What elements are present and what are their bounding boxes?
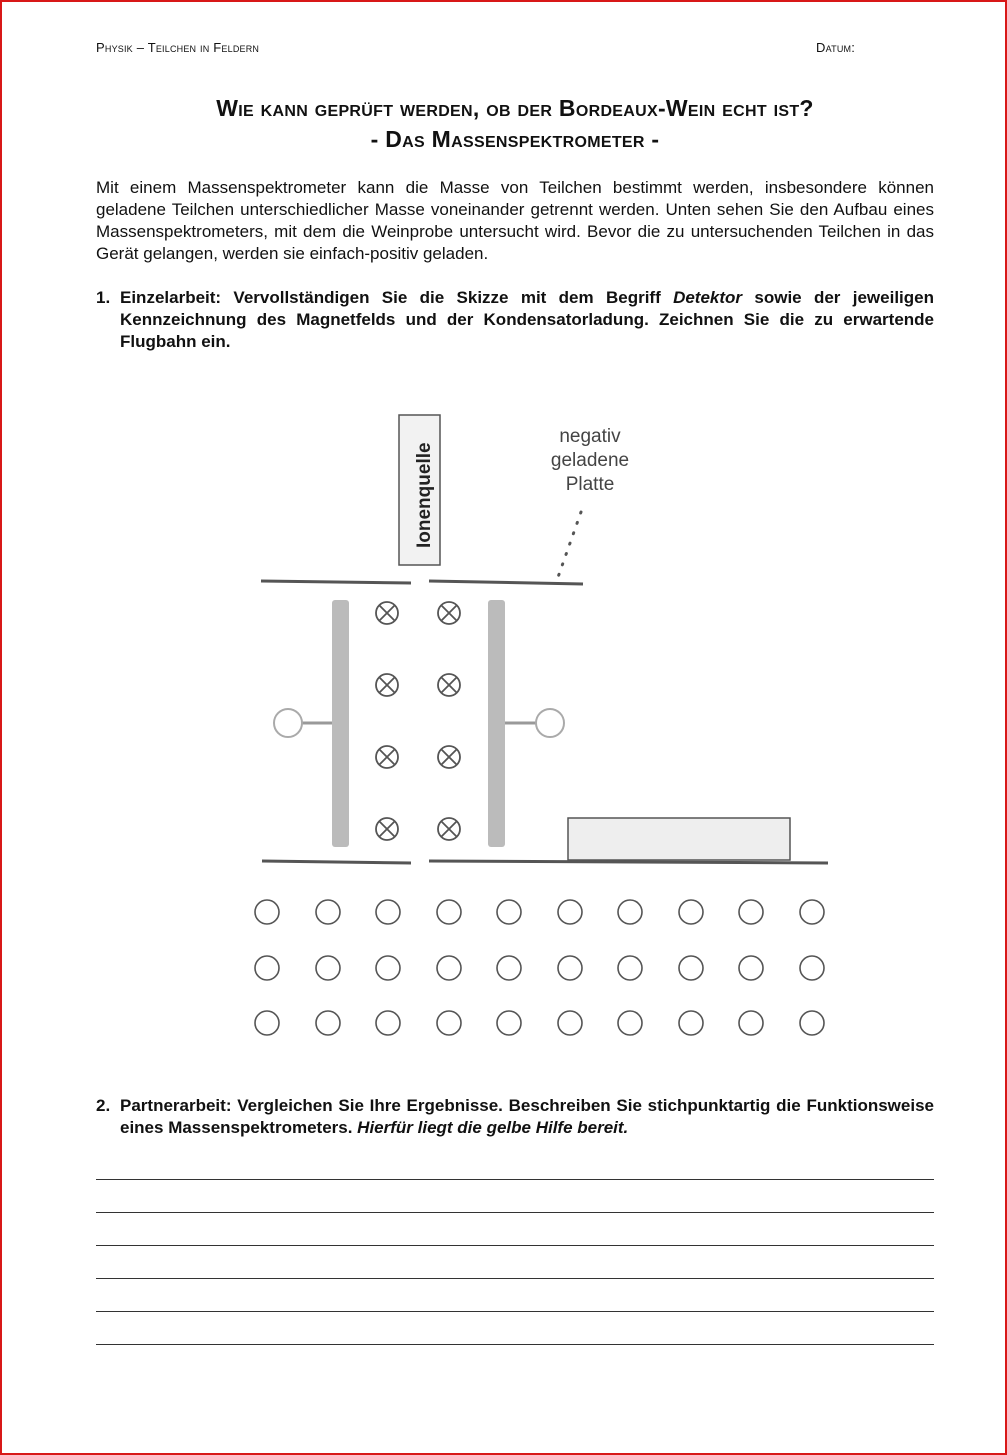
field-circle <box>679 956 703 980</box>
field-circle <box>800 1011 824 1035</box>
empty-field-circles <box>255 900 824 1035</box>
bottom-plate-left <box>262 861 411 863</box>
task-2-hint: Hierfür liegt die gelbe Hilfe bereit. <box>357 1118 629 1137</box>
field-into-page-symbol <box>376 602 398 624</box>
field-into-page-symbol <box>438 602 460 624</box>
task-1-text-b: sowie der jeweiligen Kennzeichnung des Magnetfelds und der Kondensatorladung. Zeichnen Sie die zu erwartende Flugbahn ein. <box>120 288 934 351</box>
field-circle <box>497 1011 521 1035</box>
field-circle <box>618 1011 642 1035</box>
field-circle <box>376 900 400 924</box>
capacitor-plate-left <box>332 600 349 847</box>
terminal-left <box>274 709 302 737</box>
top-plate-left <box>261 581 411 583</box>
field-circle <box>558 900 582 924</box>
field-circle <box>316 1011 340 1035</box>
task-2-number: 2. <box>96 1096 111 1115</box>
terminal-right <box>536 709 564 737</box>
field-circle <box>679 900 703 924</box>
top-plate-right <box>429 581 583 584</box>
field-circle <box>255 1011 279 1035</box>
field-circle <box>558 1011 582 1035</box>
field-circle <box>679 1011 703 1035</box>
field-circle <box>376 1011 400 1035</box>
header-date-label: Datum: <box>816 40 856 55</box>
field-into-page-symbol <box>438 746 460 768</box>
field-into-page-symbol <box>438 674 460 696</box>
task-2-text <box>120 1095 934 1139</box>
field-circle <box>558 956 582 980</box>
task-1-text-a: Einzelarbeit: Vervollständigen Sie die Skizze mit dem Begriff <box>120 288 674 307</box>
intro-paragraph: Mit einem Massenspektrometer kann die Masse von Teilchen bestimmt werden, insbesondere können geladene Teilchen unterschiedlicher Masse voneinander getrennt werden. Unten sehen Sie den Aufbau eines Massenspektrometers, mit dem die Weinprobe untersucht wird. Bevor die zu untersuchenden Teilchen in das Gerät gelangen, werden sie einfach-positiv geladen. <box>96 178 934 263</box>
answer-line[interactable] <box>96 1212 934 1213</box>
field-circle <box>437 1011 461 1035</box>
task-2 <box>96 1095 934 1139</box>
field-circle <box>316 956 340 980</box>
field-circle <box>618 900 642 924</box>
field-circle <box>255 956 279 980</box>
field-into-page-symbols <box>376 602 460 840</box>
title-line-2: - Das Massenspektrometer - <box>370 126 660 152</box>
answer-line[interactable] <box>96 1311 934 1312</box>
field-circle <box>437 900 461 924</box>
field-circle <box>618 956 642 980</box>
field-circle <box>497 956 521 980</box>
field-circle <box>739 956 763 980</box>
field-circle <box>437 956 461 980</box>
field-into-page-symbol <box>376 818 398 840</box>
field-into-page-symbol <box>376 746 398 768</box>
task-1-number: 1. <box>96 288 111 307</box>
field-circle <box>255 900 279 924</box>
answer-line[interactable] <box>96 1179 934 1180</box>
field-into-page-symbol <box>438 818 460 840</box>
header-subject-text: Physik – Teilchen in Feldern <box>96 40 260 55</box>
plate-label-line-2: geladene <box>550 450 630 471</box>
field-circle <box>316 900 340 924</box>
field-circle <box>739 900 763 924</box>
field-circle <box>800 900 824 924</box>
plate-label-line-1: negativ <box>559 426 621 447</box>
field-into-page-symbol <box>376 674 398 696</box>
field-circle <box>497 900 521 924</box>
plate-label-pointer <box>557 512 581 580</box>
capacitor-plate-right <box>488 600 505 847</box>
ion-source-label: Ionenquelle <box>414 442 435 548</box>
plate-label-line-3: Platte <box>565 474 615 495</box>
field-circle <box>739 1011 763 1035</box>
detector-box <box>568 818 790 860</box>
answer-line[interactable] <box>96 1278 934 1279</box>
title-line-1: Wie kann geprüft werden, ob der Bordeaux-Wein echt ist? <box>216 95 814 121</box>
answer-line[interactable] <box>96 1344 934 1345</box>
task-2-text-a: Partnerarbeit: Vergleichen Sie Ihre Ergebnisse. Beschreiben Sie stichpunktartig die Funktionsweise eines Massenspektrometers. <box>120 1096 934 1137</box>
task-1-term: Detektor <box>673 288 743 307</box>
field-circle <box>800 956 824 980</box>
answer-line[interactable] <box>96 1245 934 1246</box>
bottom-plate-right <box>429 861 828 863</box>
field-circle <box>376 956 400 980</box>
